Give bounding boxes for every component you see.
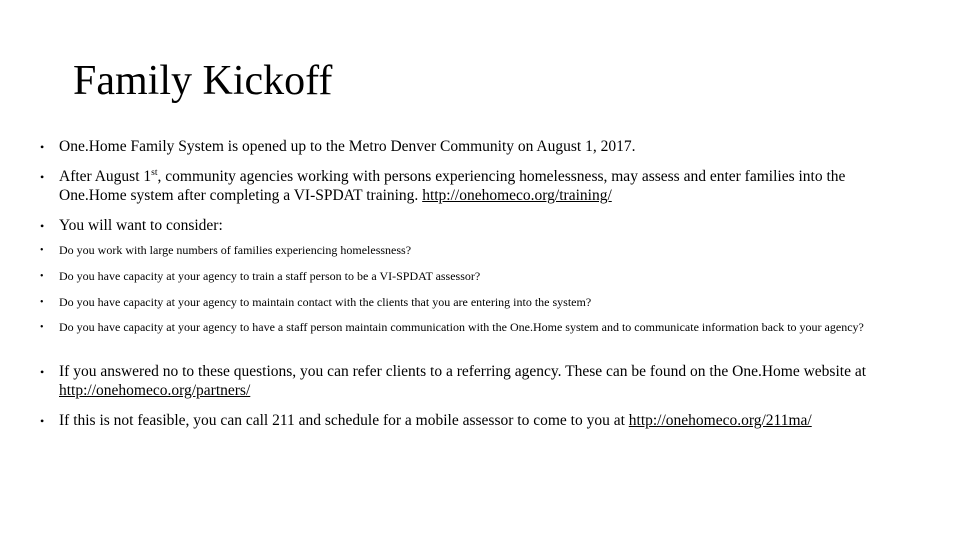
bullet-marker: • <box>40 271 44 282</box>
bullet-call-211 <box>40 411 900 430</box>
bullet-text <box>59 362 900 400</box>
partners-link[interactable]: http://onehomeco.org/partners/ <box>59 382 251 399</box>
training-link[interactable]: http://onehomeco.org/training/ <box>422 187 612 204</box>
mobile-assessor-link[interactable]: http://onehomeco.org/211ma/ <box>628 412 812 429</box>
ordinal-suffix: st <box>151 166 158 178</box>
bullet-marker: • <box>40 297 44 308</box>
bullet-system-opened <box>40 137 900 156</box>
sub-bullet-large-numbers <box>40 243 900 258</box>
slide-title: Family Kickoff <box>73 58 333 104</box>
bullet-text: Do you have capacity at your agency to have a staff person maintain communication with the One.Home system and to communicate information back to your agency? <box>59 320 864 334</box>
bullet-marker: • <box>40 170 45 184</box>
bullet-text-part: If you answered no to these questions, you can refer clients to a referring agency. These can be found on the One.Home website at <box>59 363 867 380</box>
bullet-marker: • <box>40 245 44 256</box>
bullet-text: You will want to consider: <box>59 217 223 234</box>
bullet-text <box>59 167 900 205</box>
bullet-text: Do you have capacity at your agency to train a staff person to be a VI-SPDAT assessor? <box>59 269 481 283</box>
bullet-marker: • <box>40 414 45 428</box>
bullet-marker: • <box>40 219 45 233</box>
bullet-text-part: , community agencies working with persons experiencing homelessness, may assess and enter families into the One.Home system after completing a VI-SPDAT training. <box>59 168 846 204</box>
bullet-marker: • <box>40 322 44 333</box>
bullet-text <box>59 411 900 430</box>
bullet-consider <box>40 216 900 235</box>
bullet-marker: • <box>40 365 45 379</box>
bullet-text: Do you work with large numbers of families experiencing homelessness? <box>59 243 412 257</box>
bullet-text-part: If this is not feasible, you can call 211 and schedule for a mobile assessor to come to you at <box>59 412 629 429</box>
bullet-refer-clients <box>40 362 900 400</box>
bullet-marker: • <box>40 140 45 154</box>
bullet-after-august <box>40 167 900 205</box>
sub-bullet-communication <box>40 320 900 335</box>
sub-bullet-train-staff <box>40 269 900 284</box>
bullet-text: Do you have capacity at your agency to maintain contact with the clients that you are entering into the system? <box>59 295 592 309</box>
bullet-text-part: After August 1 <box>59 168 152 185</box>
bullet-text: One.Home Family System is opened up to the Metro Denver Community on August 1, 2017. <box>59 138 636 155</box>
sub-bullet-maintain-contact <box>40 295 900 310</box>
